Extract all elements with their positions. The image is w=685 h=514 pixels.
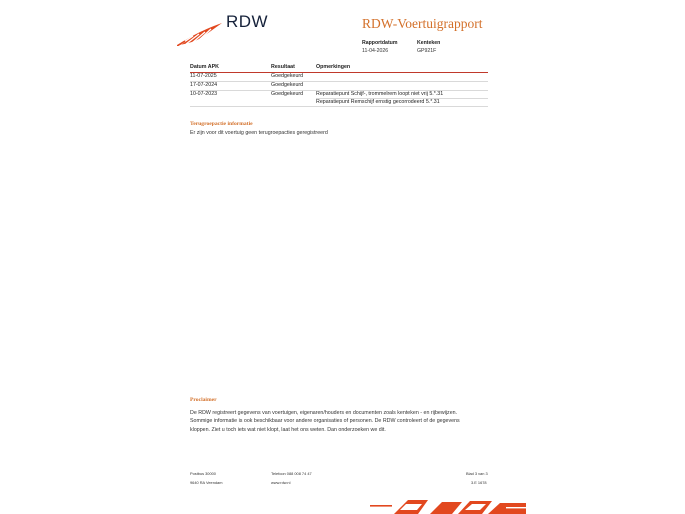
row-2-result: Goedgekeurd [271,82,304,88]
report-date-label: Rapportdatum [362,40,398,46]
plate-label: Kenteken [417,40,441,46]
disclaimer-line: De RDW registreert gegevens van voertuigen, eigenaren/houders en documenten zoals kenteken - en rijbewijzen. [190,410,458,416]
column-header-result: Resultaat [271,64,295,70]
row-3-remark-2: Reparatiepunt Remschijf ernstig gecorrodeerd 5.*.31 [316,99,440,105]
disclaimer-text [190,409,490,434]
column-header-remarks: Opmerkingen [316,64,351,70]
row-1-result: Goedgekeurd [271,73,304,79]
logo-text: RDW [226,12,269,31]
recall-text: Er zijn voor dit voertuig geen terugroepacties geregistreerd [190,130,328,136]
footer-postbus: Postbus 30000 [190,471,216,476]
footer-page: Blad 3 van 3 [466,471,488,476]
rdw-logo-icon [177,22,223,46]
column-header-date: Datum APK [190,64,219,70]
footer-postcode: 9640 RA Veendam [190,480,223,485]
disclaimer-title: Proclaimer [190,397,217,403]
row-2-date: 17-07-2024 [190,82,218,88]
row-3-remark-1: Reparatiepunt Schijf-, trommelrem loopt niet vrij 5.*.31 [316,91,444,97]
disclaimer-line: kloppen. Ziet u toch iets wat niet klopt, laat het ons weten. Dan onderzoeken we dit. [190,426,386,433]
footer-web: www.rdw.nl [271,480,291,485]
report-title: RDW-Voertuigrapport [362,16,483,31]
row-1-date: 11-07-2025 [190,73,217,79]
row-3-result: Goedgekeurd [271,91,304,97]
row-divider [190,106,488,107]
disclaimer-line: Sommige informatie is ook beschikbaar voor andere organisaties of personen. De RDW controleert of de gegevens [190,418,460,425]
recall-title: Terugroepactie informatie [190,121,253,127]
footer-phone: Telefoon 088 008 74 47 [271,471,312,476]
footer-stripes-icon [370,498,526,514]
table-header-rule [190,72,488,73]
report-date-value: 11-04-2026 [362,48,389,54]
row-3-date: 10-07-2023 [190,91,218,97]
footer-code: 3.E 1678 [471,480,487,485]
row-divider [190,81,488,82]
plate-value: GP921F [417,48,437,54]
